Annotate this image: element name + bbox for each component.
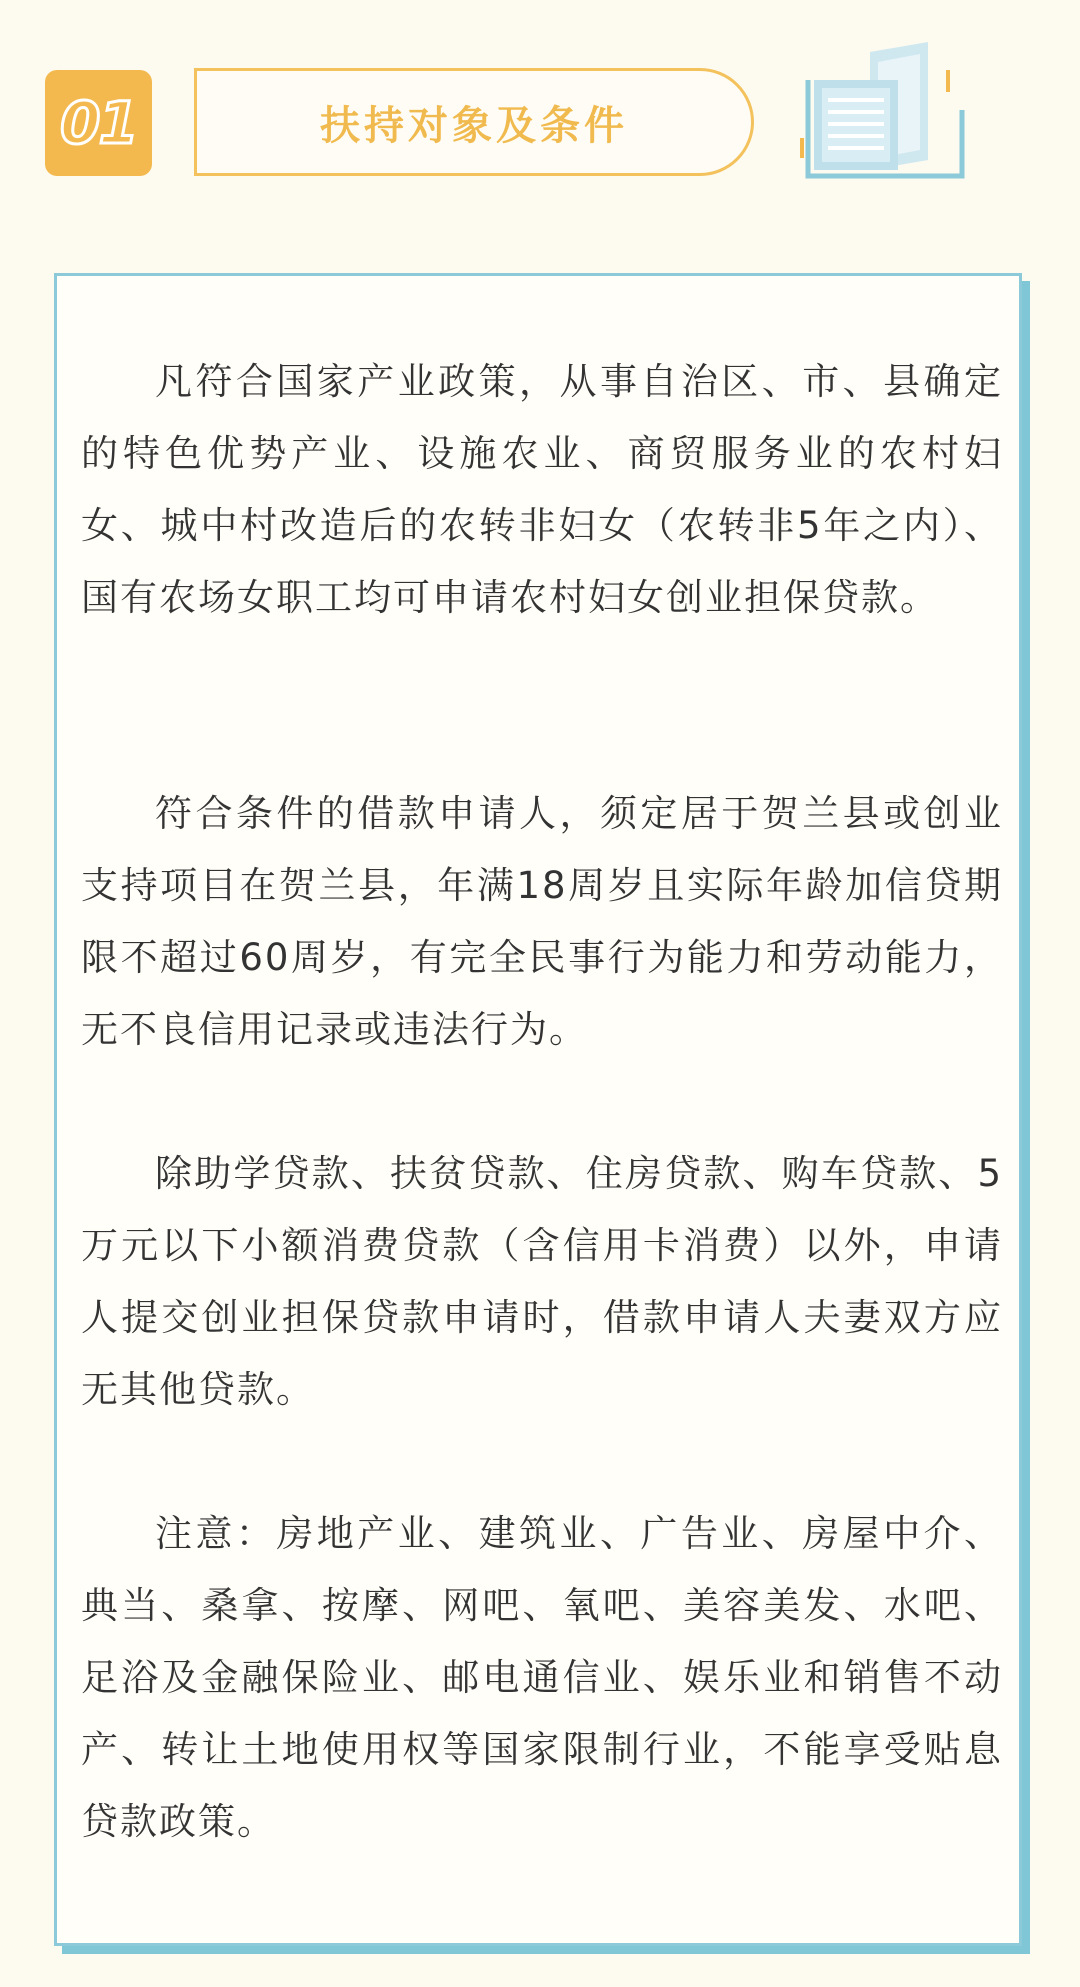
paragraph-applicant-conditions: 符合条件的借款申请人，须定居于贺兰县或创业支持项目在贺兰县，年满18周岁且实际年龄加信贷期限不超过60周岁，有完全民事行为能力和劳动能力，无不良信用记录或违法行为。 xyxy=(81,792,1003,1051)
paragraph-eligibility: 凡符合国家产业政策，从事自治区、市、县确定的特色优势产业、设施农业、商贸服务业的农村妇女、城中村改造后的农转非妇女（农转非5年之内）、国有农场女职工均可申请农村妇女创业担保贷款。 xyxy=(81,360,1003,619)
section-title: 扶持对象及条件 xyxy=(320,102,628,149)
section-number: 01 xyxy=(60,89,137,157)
paragraph-notice: 注意：房地产业、建筑业、广告业、房屋中介、典当、桑拿、按摩、网吧、氧吧、美容美发、水吧、足浴及金融保险业、邮电通信业、娱乐业和销售不动产、转让土地使用权等国家限制行业，不能享受贴息贷款政策。 xyxy=(81,1512,1003,1843)
section-title-banner xyxy=(194,68,754,176)
content-card xyxy=(54,273,1022,1946)
section-number-badge xyxy=(45,70,152,176)
paragraph-loan-restrictions: 除助学贷款、扶贫贷款、住房贷款、购车贷款、5万元以下小额消费贷款（含信用卡消费）以外，申请人提交创业担保贷款申请时，借款申请人夫妻双方应无其他贷款。 xyxy=(81,1152,1003,1411)
book-icon xyxy=(800,42,970,182)
